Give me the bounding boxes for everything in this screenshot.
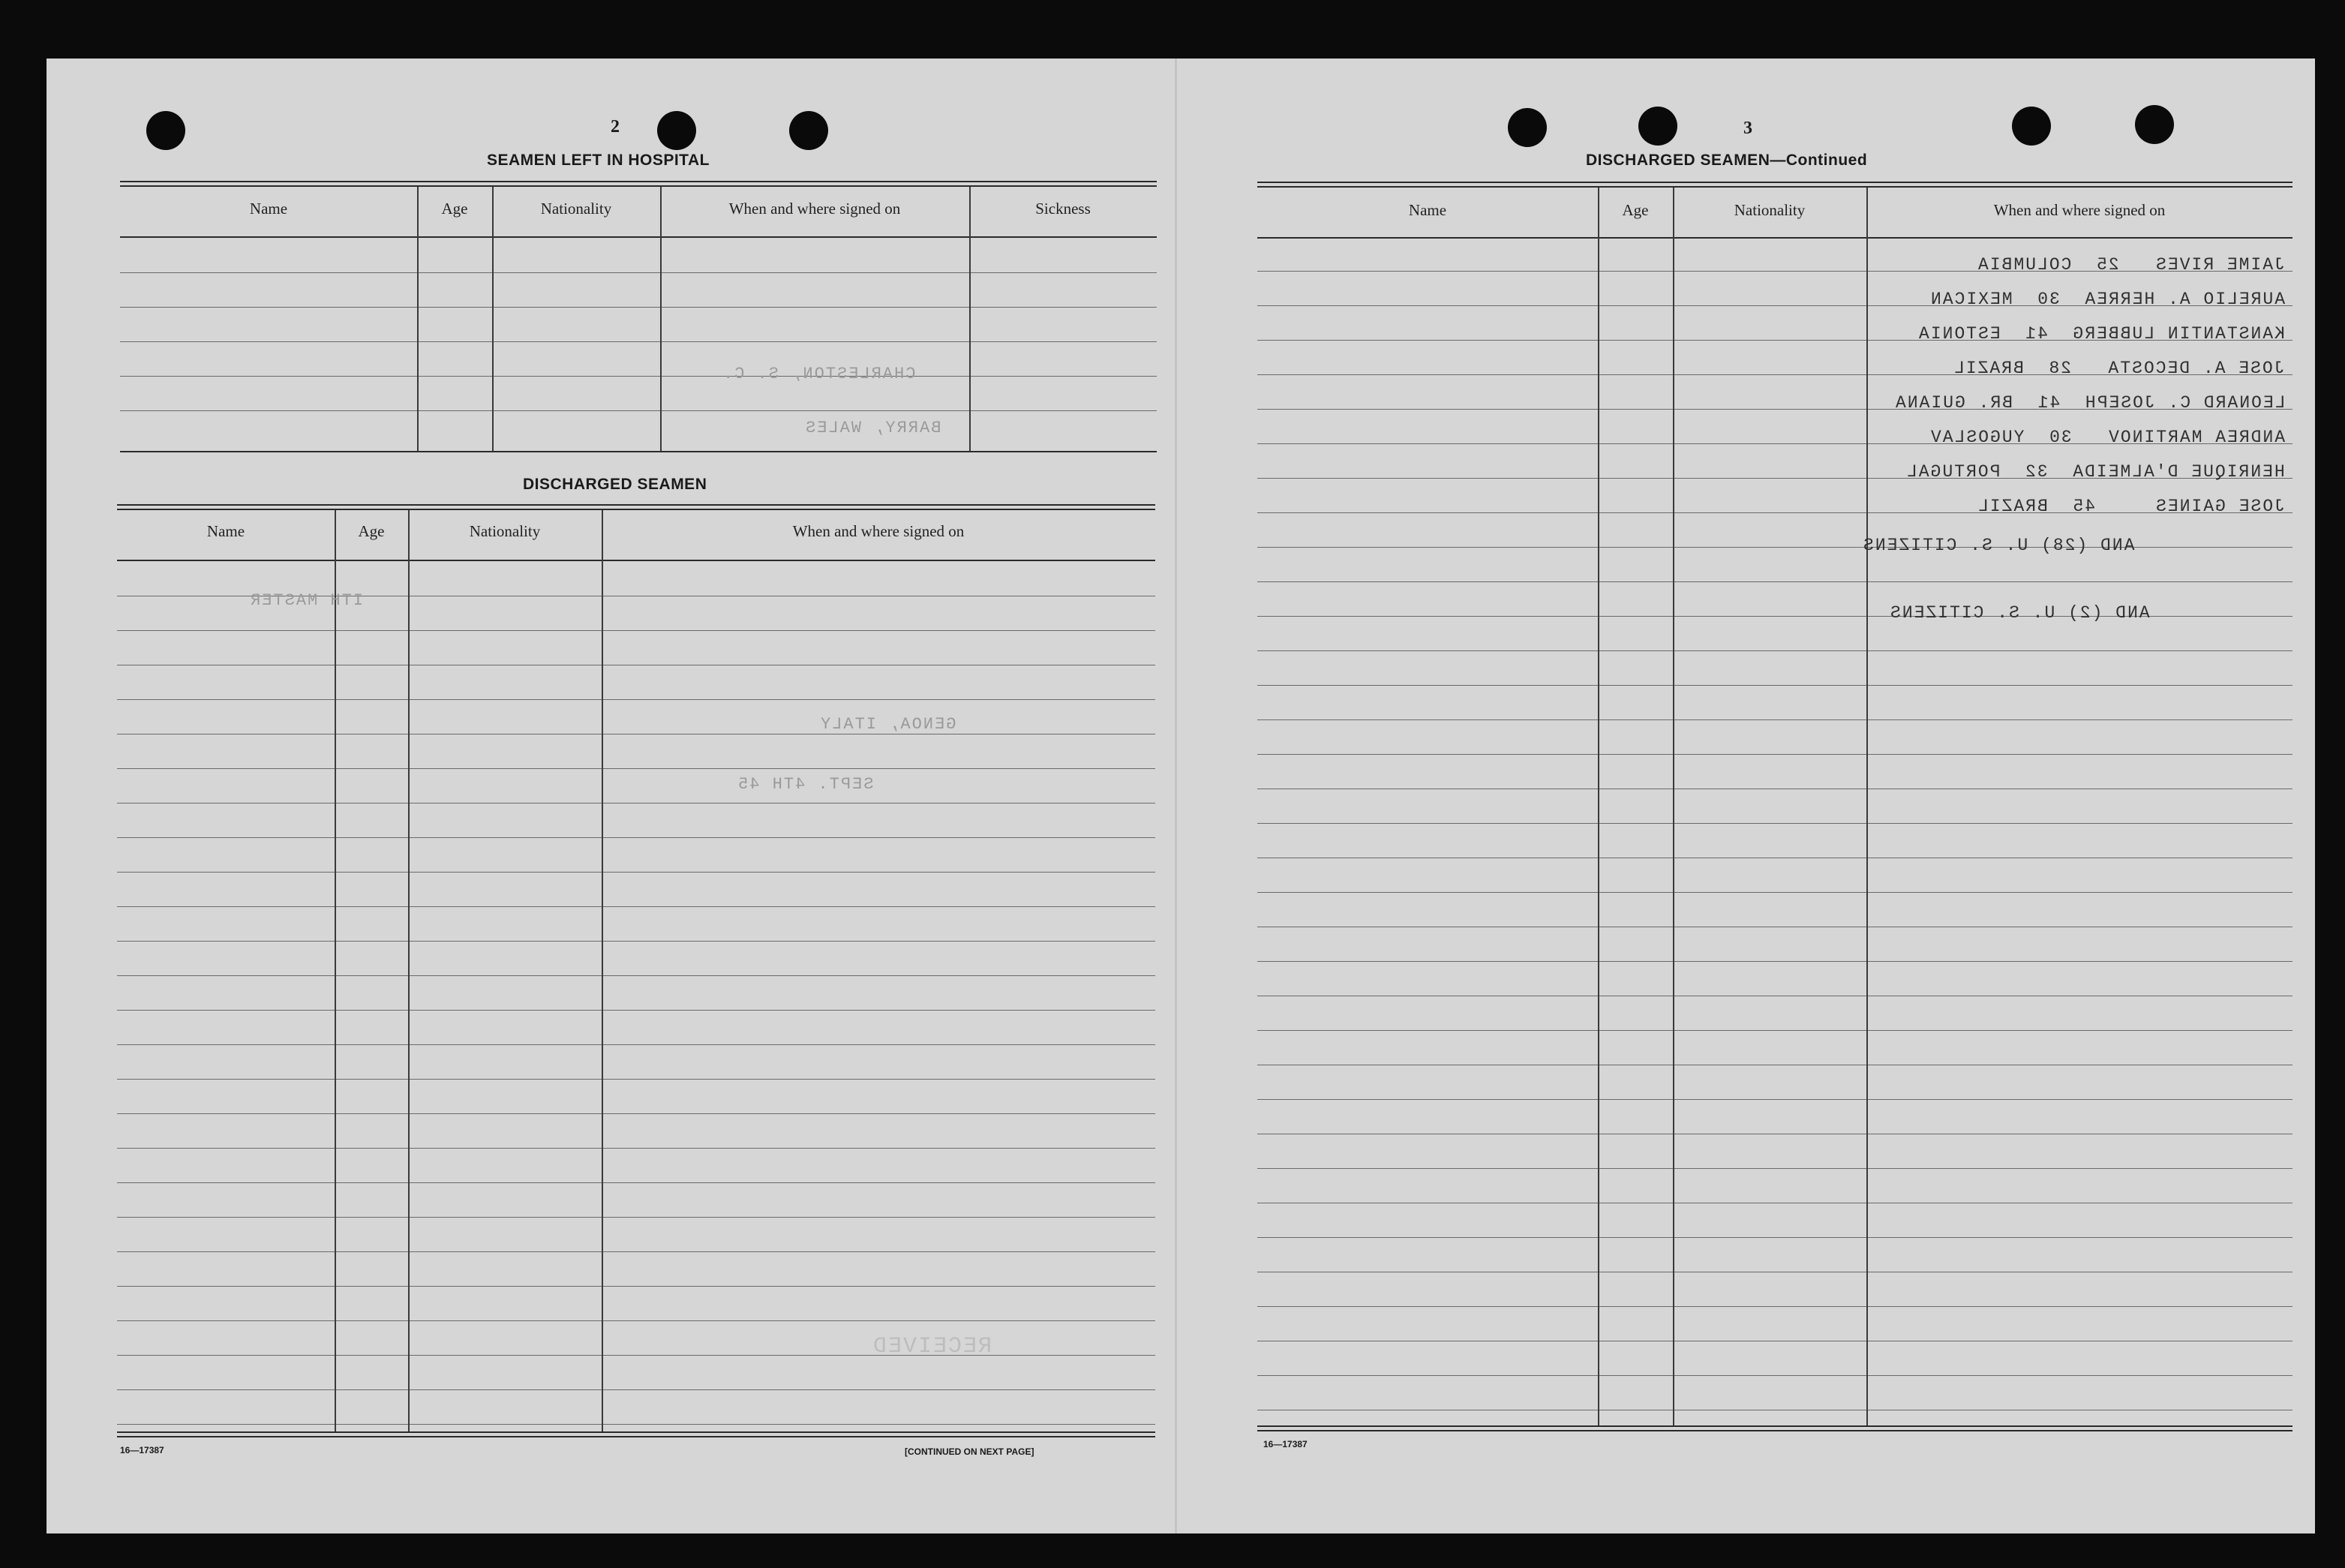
- page-fold: [1175, 59, 1177, 1533]
- discharged-header-age: Age: [358, 522, 385, 540]
- discharged-header-signed-on: When and where signed on: [792, 522, 965, 540]
- hospital-header-signed-on: When and where signed on: [728, 200, 901, 218]
- show-through-text: GENOA, ITALY: [819, 715, 956, 734]
- right-top-rule: [1257, 182, 2292, 183]
- show-through-entry: AURELIO A. HERREA 30 MEXICAN: [1929, 290, 2285, 309]
- punch-hole: [146, 111, 185, 150]
- discharged-section-title: DISCHARGED SEAMEN: [523, 476, 707, 493]
- left-page-number: 2: [611, 117, 620, 137]
- right-section-title: DISCHARGED SEAMEN—Continued: [1586, 152, 1868, 169]
- punch-hole: [789, 111, 828, 150]
- right-header-signed-on: When and where signed on: [1993, 201, 2166, 219]
- discharged-top-rule: [117, 504, 1155, 506]
- continued-note: [CONTINUED ON NEXT PAGE]: [905, 1446, 1034, 1457]
- right-header-name: Name: [1408, 201, 1447, 219]
- discharged-header-rule: [117, 560, 1155, 561]
- hospital-top-rule: [120, 181, 1157, 182]
- right-form-number: 16—17387: [1263, 1439, 1308, 1449]
- hospital-header-name: Name: [249, 200, 288, 218]
- show-through-text: BARRY, WALES: [804, 419, 941, 437]
- show-through-text: ITH MASTER: [249, 591, 364, 610]
- punch-hole: [1508, 108, 1547, 147]
- punch-hole: [2135, 105, 2174, 144]
- right-header-age: Age: [1622, 201, 1649, 219]
- hospital-section-title: SEAMEN LEFT IN HOSPITAL: [487, 152, 710, 169]
- punch-hole: [2012, 107, 2051, 146]
- left-form-number: 16—17387: [120, 1445, 164, 1455]
- right-bottom-rule: [1257, 1425, 2292, 1427]
- show-through-note: AND (28) U. S. CITIZENS: [1862, 536, 2135, 555]
- right-header-nationality: Nationality: [1734, 201, 1806, 219]
- show-through-entry: JOSE A. DECOSTA 28 BRAZIL: [1953, 359, 2285, 378]
- discharged-header-nationality: Nationality: [469, 522, 541, 540]
- show-through-text: RECEIVED: [872, 1334, 992, 1359]
- show-through-entry: KANSTANTIN LUBBERG 41 ESTONIA: [1917, 324, 2285, 344]
- punch-hole: [1638, 107, 1677, 146]
- hospital-header-sickness: Sickness: [1035, 200, 1091, 218]
- right-page-number: 3: [1743, 119, 1752, 138]
- show-through-text: SEPT. 4TH 45: [737, 775, 874, 794]
- show-through-entry: JAIME RIVES 25 COLUMBIA: [1977, 255, 2285, 275]
- show-through-entry: ANDREA MARTINOV 30 YUGOSLAV: [1929, 428, 2285, 447]
- manifest-sheet: [47, 59, 2315, 1533]
- show-through-entry: HENRIQUE D'ALMEIDA 32 PORTUGAL: [1905, 462, 2285, 482]
- hospital-header-nationality: Nationality: [540, 200, 612, 218]
- punch-hole: [657, 111, 696, 150]
- discharged-bottom-rule: [117, 1431, 1155, 1433]
- show-through-entry: JOSE GAINES 45 BRAZIL: [1977, 497, 2285, 516]
- show-through-note: AND (2) U. S. CITIZENS: [1889, 603, 2150, 623]
- hospital-bottom-rule: [120, 451, 1157, 452]
- hospital-header-age: Age: [441, 200, 468, 218]
- show-through-text: CHARLESTON, S. C.: [722, 365, 916, 383]
- right-header-rule: [1257, 237, 2292, 239]
- show-through-entry: LEONARD C. JOSEPH 41 BR. GUIANA: [1893, 393, 2285, 413]
- hospital-header-rule: [120, 236, 1157, 238]
- discharged-header-name: Name: [206, 522, 245, 540]
